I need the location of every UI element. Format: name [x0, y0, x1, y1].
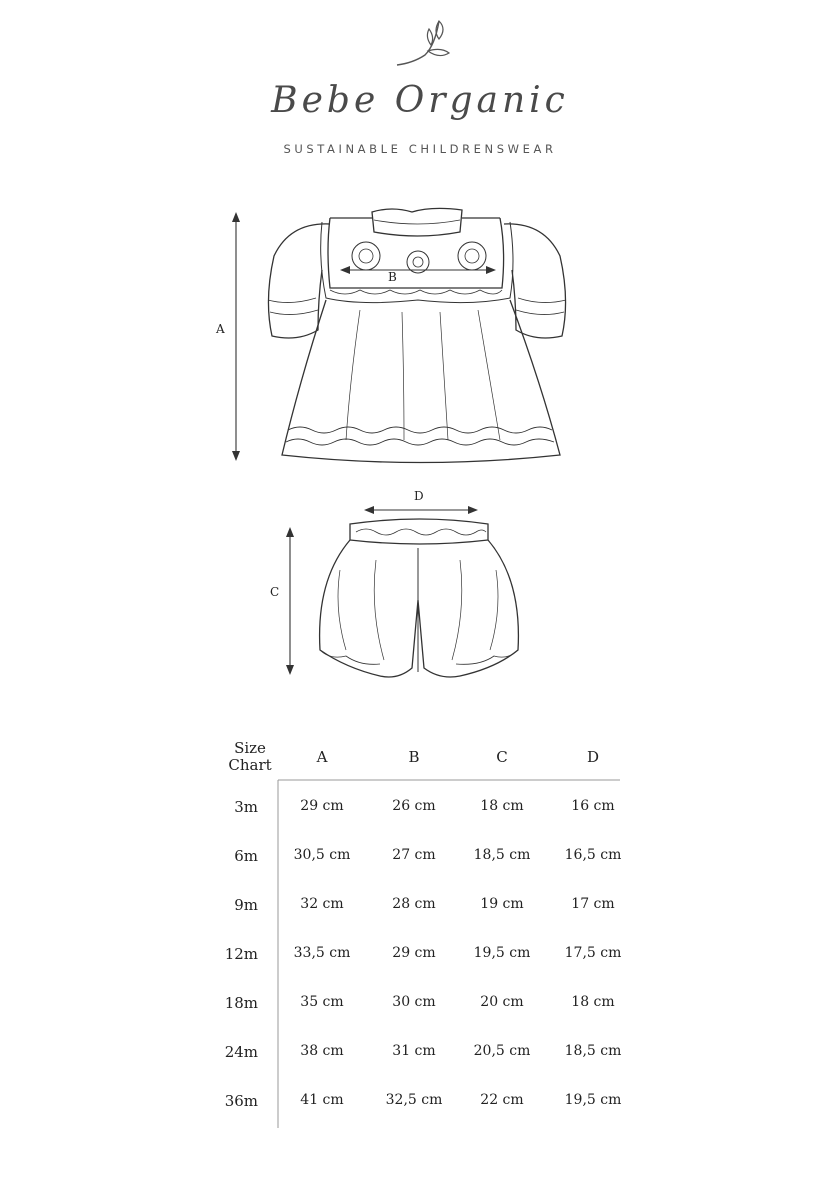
column-header-c: C: [496, 748, 508, 766]
table-cell: 16,5 cm: [564, 847, 622, 863]
table-cell: 32 cm: [300, 896, 344, 912]
table-cell: 26 cm: [392, 798, 436, 814]
table-cell: 20 cm: [480, 994, 524, 1010]
table-cell: 27 cm: [392, 847, 436, 863]
column-header-a: A: [316, 748, 328, 766]
table-cell: 17 cm: [571, 896, 615, 912]
dimension-label-a: A: [216, 322, 225, 336]
table-cell: 19,5 cm: [564, 1092, 622, 1108]
table-cell: 29 cm: [392, 945, 436, 961]
table-cell: 22 cm: [480, 1092, 524, 1108]
table-cell: 17,5 cm: [564, 945, 622, 961]
row-size-label: 9m: [234, 896, 258, 914]
table-cell: 30,5 cm: [293, 847, 351, 863]
table-cell: 18,5 cm: [473, 847, 531, 863]
column-header-d: D: [586, 748, 600, 766]
table-cell: 28 cm: [392, 896, 436, 912]
row-size-label: 6m: [234, 847, 258, 865]
column-header-b: B: [408, 748, 420, 766]
table-cell: 19 cm: [480, 896, 524, 912]
table-cell: 32,5 cm: [385, 1092, 443, 1108]
table-cell: 35 cm: [300, 994, 344, 1010]
corner-label-line2: Chart: [228, 756, 272, 774]
row-size-label: 12m: [224, 945, 258, 963]
table-cell: 19,5 cm: [473, 945, 531, 961]
row-size-label: 3m: [234, 798, 258, 816]
table-cell: 18 cm: [480, 798, 524, 814]
table-cell: 38 cm: [300, 1043, 344, 1059]
dimension-label-b: B: [388, 270, 397, 284]
dimension-label-d: D: [414, 489, 424, 503]
table-cell: 16 cm: [571, 798, 615, 814]
table-cell: 31 cm: [392, 1043, 436, 1059]
table-cell: 20,5 cm: [473, 1043, 531, 1059]
brand-name: Bebe Organic: [271, 80, 569, 121]
row-size-label: 18m: [224, 994, 258, 1012]
table-cell: 29 cm: [300, 798, 344, 814]
row-size-label: 36m: [224, 1092, 258, 1110]
row-size-label: 24m: [224, 1043, 258, 1061]
table-cell: 30 cm: [392, 994, 436, 1010]
dimension-label-c: C: [270, 585, 280, 599]
corner-label-line1: Size: [234, 739, 266, 757]
table-cell: 33,5 cm: [293, 945, 351, 961]
table-cell: 18 cm: [571, 994, 615, 1010]
table-cell: 18,5 cm: [564, 1043, 622, 1059]
table-cell: 41 cm: [300, 1092, 344, 1108]
brand-tagline: SUSTAINABLE CHILDRENSWEAR: [283, 142, 557, 156]
